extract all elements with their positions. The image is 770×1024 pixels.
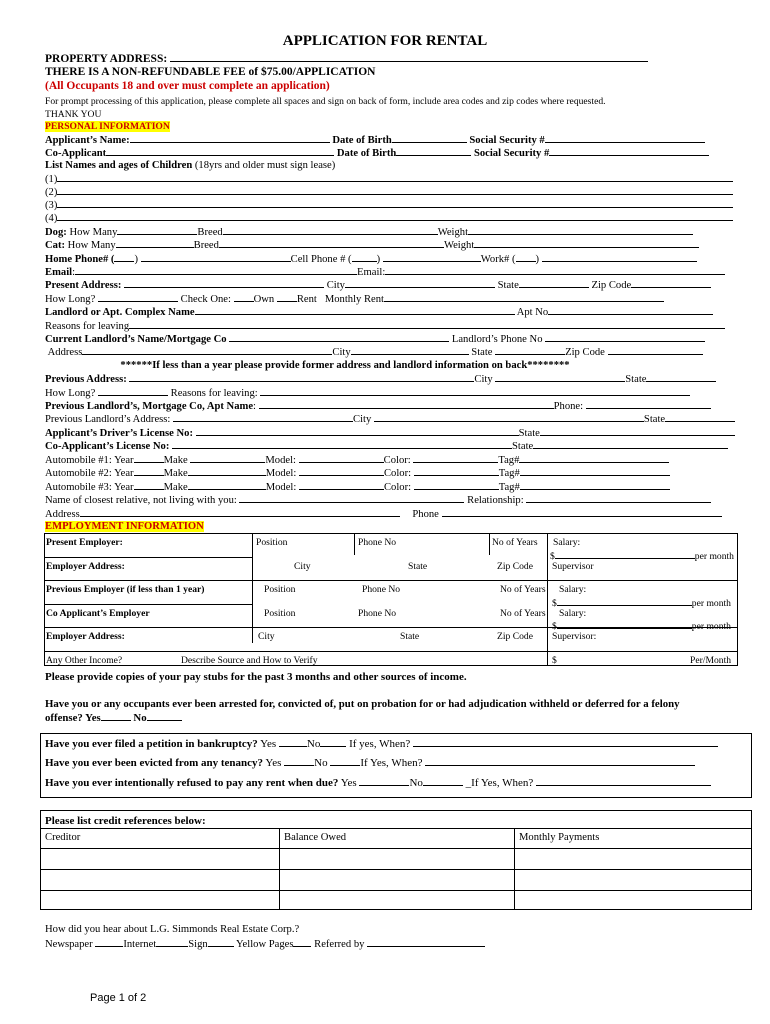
own-checkbox[interactable] — [234, 292, 254, 302]
cell-phone-field[interactable] — [383, 252, 481, 262]
how-long-row: How Long? Check One: Own Rent Monthly Rent — [45, 292, 735, 306]
auto-3-model-field[interactable] — [299, 480, 384, 490]
relationship-field[interactable] — [526, 493, 711, 503]
co-license-field[interactable] — [172, 439, 512, 449]
page-number: Page 1 of 2 — [90, 992, 147, 1004]
relative-address-field[interactable] — [80, 507, 400, 517]
child-3-field[interactable] — [57, 198, 733, 208]
child-row: (2) — [45, 185, 735, 199]
auto-2-make-field[interactable] — [188, 466, 266, 476]
state-label: State — [400, 631, 420, 642]
cat-weight-field[interactable] — [474, 238, 699, 248]
form-title: APPLICATION FOR RENTAL — [282, 33, 488, 49]
salary-field[interactable] — [555, 549, 695, 559]
state-label: State — [408, 561, 428, 572]
occupants-notice: (All Occupants 18 and over must complete an application) — [45, 80, 330, 92]
present-address-field[interactable] — [124, 278, 324, 288]
position-label: Position — [264, 584, 296, 595]
applicant-ssn-field[interactable] — [545, 133, 705, 143]
previous-address-field[interactable] — [129, 372, 474, 382]
co-applicant-employer-label: Co Applicant’s Employer — [46, 608, 150, 619]
work-phone-field[interactable] — [542, 252, 697, 262]
work-area-field[interactable] — [516, 252, 536, 262]
row-divider — [40, 848, 752, 849]
child-1-field[interactable] — [57, 172, 733, 182]
reasons-leaving-row: Reasons for leaving — [45, 319, 735, 333]
home-phone-field[interactable] — [141, 252, 291, 262]
dog-weight-field[interactable] — [468, 225, 693, 235]
other-income-label: Any Other Income? — [46, 655, 123, 666]
automobile-row: Automobile #1: Year Make Model: Color: Tag# — [45, 453, 735, 467]
co-salary-field[interactable] — [557, 619, 692, 629]
col-divider — [514, 828, 515, 910]
closest-relative-row: Name of closest relative, not living with you: Relationship: — [45, 493, 735, 507]
previous-city-field[interactable] — [495, 372, 625, 382]
phone-row: Home Phone# ( ) Cell Phone # ( ) Work# ( ) — [45, 252, 735, 266]
referral-options-row: Newspaper Internet Sign Yellow Pages Referred by — [45, 937, 735, 951]
referral-question: How did you hear about L.G. Simmonds Real Estate Corp.? — [45, 924, 300, 935]
felony-yes-field[interactable] — [101, 711, 131, 721]
supervisor-label: Supervisor: — [552, 631, 597, 642]
applicant-row: Applicant’s Name: Date of Birth Social Security # — [45, 133, 735, 147]
supervisor-label: Supervisor — [552, 561, 594, 572]
cat-count-field[interactable] — [116, 238, 194, 248]
child-row: (1) — [45, 172, 735, 186]
auto-2-model-field[interactable] — [299, 466, 384, 476]
previous-landlord-city-field[interactable] — [374, 412, 644, 422]
phone-no-label: Phone No — [358, 537, 397, 548]
monthly-rent-field[interactable] — [384, 292, 664, 302]
employer-address-label: Employer Address: — [46, 631, 125, 642]
col-divider — [354, 533, 355, 555]
per-month-label: Per/Month — [690, 655, 732, 666]
yellow-pages-field[interactable] — [293, 937, 311, 947]
zip-label: Zip Code — [497, 631, 533, 642]
felony-answer-row: offense? Yes No — [45, 711, 182, 725]
landlord-state-field[interactable] — [495, 345, 565, 355]
present-city-field[interactable] — [345, 278, 495, 288]
felony-question: Have you or any occupants ever been arrested for, convicted of, put on probation for or had adjudication withheld or deferred for a felony — [45, 698, 680, 710]
row-divider — [44, 651, 738, 652]
present-state-field[interactable] — [519, 278, 589, 288]
phone-no-label: Phone No — [358, 608, 397, 619]
previous-landlord-address-row: Previous Landlord’s Address: City State — [45, 412, 735, 426]
evicted-yes-field[interactable] — [284, 756, 314, 766]
position-label: Position — [264, 608, 296, 619]
salary-label: Salary: — [559, 584, 587, 595]
landlord-phone-field[interactable] — [545, 332, 705, 342]
phone-no-label: Phone No — [362, 584, 401, 595]
previous-landlord-state-field[interactable] — [665, 412, 735, 422]
employment-section-label: EMPLOYMENT INFORMATION — [45, 521, 204, 532]
no-of-years-label: No of Years — [492, 537, 538, 548]
creditor-header: Creditor — [45, 832, 81, 843]
internet-field[interactable] — [156, 937, 188, 947]
sign-field[interactable] — [208, 937, 234, 947]
drivers-license-state-field[interactable] — [540, 426, 735, 436]
previous-reasons-field[interactable] — [260, 386, 690, 396]
cat-breed-field[interactable] — [219, 238, 444, 248]
row-divider — [40, 828, 752, 829]
referred-by-field[interactable] — [367, 937, 485, 947]
previous-how-long-row: How Long? Reasons for leaving: — [45, 386, 735, 400]
previous-landlord-phone-field[interactable] — [586, 399, 711, 409]
child-4-field[interactable] — [57, 211, 733, 221]
auto-2-year-field[interactable] — [134, 466, 164, 476]
employer-address-label: Employer Address: — [46, 561, 125, 572]
co-applicant-row: Co-Applicant Date of Birth Social Security # — [45, 146, 735, 160]
co-license-state-field[interactable] — [533, 439, 728, 449]
previous-address-row: Previous Address: City State — [45, 372, 735, 386]
email-row: Email: Email: — [45, 265, 735, 279]
landlord-complex-field[interactable] — [195, 305, 515, 315]
current-landlord-field[interactable] — [229, 332, 449, 342]
drivers-license-field[interactable] — [196, 426, 519, 436]
bankruptcy-when-field[interactable] — [413, 737, 718, 747]
zip-label: Zip Code — [497, 561, 533, 572]
child-row: (4) — [45, 211, 735, 225]
row-divider — [44, 557, 252, 558]
newspaper-field[interactable] — [95, 937, 123, 947]
row-divider — [40, 869, 752, 870]
monthly-payments-header: Monthly Payments — [519, 832, 600, 843]
relative-phone-field[interactable] — [442, 507, 722, 517]
position-label: Position — [256, 537, 288, 548]
salary-amount: $ per month — [550, 551, 734, 562]
property-address-row: PROPERTY ADDRESS: — [45, 52, 735, 66]
auto-2-color-field[interactable] — [414, 466, 499, 476]
felony-no-field[interactable] — [147, 711, 182, 721]
dog-row: Dog: How Many Breed Weight — [45, 225, 735, 239]
auto-3-color-field[interactable] — [414, 480, 499, 490]
previous-how-long-field[interactable] — [98, 386, 168, 396]
applicant-name-field[interactable] — [130, 133, 330, 143]
city-label: City — [294, 561, 311, 572]
co-license-row: Co-Applicant’s License No: State — [45, 439, 735, 453]
no-of-years-label: No of Years — [500, 584, 546, 595]
row-divider — [44, 580, 738, 581]
co-applicant-ssn-field[interactable] — [549, 146, 709, 156]
child-2-field[interactable] — [57, 185, 733, 195]
co-applicant-name-field[interactable] — [106, 146, 334, 156]
previous-employer-label: Previous Employer (if less than 1 year) — [46, 584, 205, 595]
refused-rent-row: Have you ever intentionally refused to pay any rent when due? Yes No _If Yes, When? — [45, 776, 711, 790]
drivers-license-row: Applicant’s Driver’s License No: State — [45, 426, 735, 440]
auto-3-make-field[interactable] — [188, 480, 266, 490]
former-address-notice: ******If less than a year please provide former address and landlord information on back******** — [120, 360, 570, 371]
bankruptcy-yes-field[interactable] — [279, 737, 307, 747]
auto-1-year-field[interactable] — [134, 453, 164, 463]
thank-you: THANK YOU — [45, 109, 102, 120]
city-label: City — [258, 631, 275, 642]
landlord-zip-field[interactable] — [608, 345, 703, 355]
apt-no-field[interactable] — [548, 305, 713, 315]
previous-landlord-field[interactable] — [259, 399, 554, 409]
cat-row: Cat: How Many Breed Weight — [45, 238, 735, 252]
refused-yes-field[interactable] — [359, 776, 409, 786]
auto-3-year-field[interactable] — [134, 480, 164, 490]
row-divider — [40, 890, 752, 891]
property-address-field[interactable] — [170, 52, 648, 62]
automobile-row: Automobile #2: Year Make Model: Color: Tag# — [45, 466, 735, 480]
row-divider — [44, 604, 252, 605]
landlord-address-field[interactable] — [82, 345, 332, 355]
credit-references-label: Please list credit references below: — [45, 815, 206, 827]
closest-relative-field[interactable] — [239, 493, 464, 503]
evicted-row: Have you ever been evicted from any tenancy? Yes No If Yes, When? — [45, 756, 695, 770]
bankruptcy-row: Have you ever filed a petition in bankruptcy? Yes No If yes, When? — [45, 737, 718, 751]
previous-state-field[interactable] — [646, 372, 716, 382]
col-divider — [489, 533, 490, 555]
cell-area-field[interactable] — [352, 252, 377, 262]
present-employer-label: Present Employer: — [46, 537, 123, 548]
other-income-dollar: $ — [552, 655, 557, 666]
refused-no-field[interactable] — [423, 776, 463, 786]
auto-1-make-field[interactable] — [190, 453, 265, 463]
salary-label: Salary: — [559, 608, 587, 619]
landlord-address-row: Address City State Zip Code — [45, 345, 735, 359]
co-applicant-dob-field[interactable] — [396, 146, 471, 156]
auto-1-color-field[interactable] — [413, 453, 498, 463]
current-landlord-row: Current Landlord’s Name/Mortgage Co Landlord’s Phone No — [45, 332, 735, 346]
auto-3-tag-field[interactable] — [520, 480, 670, 490]
auto-2-tag-field[interactable] — [520, 466, 670, 476]
how-long-field[interactable] — [98, 292, 178, 302]
evicted-no-field[interactable] — [330, 756, 360, 766]
describe-source-label: Describe Source and How to Verify — [181, 655, 318, 666]
col-divider — [279, 828, 280, 910]
child-row: (3) — [45, 198, 735, 212]
previous-landlord-address-field[interactable] — [173, 412, 353, 422]
applicant-dob-field[interactable] — [392, 133, 467, 143]
pay-stubs-notice: Please provide copies of your pay stubs for the past 3 months and other sources of income. — [45, 671, 467, 683]
present-zip-field[interactable] — [631, 278, 711, 288]
no-of-years-label: No of Years — [500, 608, 546, 619]
bankruptcy-no-field[interactable] — [320, 737, 346, 747]
dog-breed-field[interactable] — [223, 225, 438, 235]
salary-amount: $ per month — [552, 598, 731, 609]
automobile-row: Automobile #3: Year Make Model: Color: Tag# — [45, 480, 735, 494]
previous-landlord-row: Previous Landlord’s, Mortgage Co, Apt Name: Phone: — [45, 399, 735, 413]
evicted-when-field[interactable] — [425, 756, 695, 766]
auto-1-tag-field[interactable] — [519, 453, 669, 463]
balance-owed-header: Balance Owed — [284, 832, 347, 843]
landlord-city-field[interactable] — [351, 345, 469, 355]
landlord-complex-row: Landlord or Apt. Complex Name Apt No — [45, 305, 735, 319]
instructions: For prompt processing of this application, please complete all spaces and sign on back of form, include area codes and zip codes where requested. — [45, 96, 606, 107]
refused-when-field[interactable] — [536, 776, 711, 786]
relative-address-row: Address Phone — [45, 507, 735, 521]
present-address-row: Present Address: City State Zip Code — [45, 278, 735, 292]
email-2-field[interactable] — [385, 265, 725, 275]
home-area-field[interactable] — [114, 252, 134, 262]
dog-count-field[interactable] — [117, 225, 197, 235]
previous-salary-field[interactable] — [557, 596, 692, 606]
salary-amount: $ per month — [552, 621, 731, 632]
auto-1-model-field[interactable] — [299, 453, 384, 463]
salary-label: Salary: — [553, 537, 581, 548]
reasons-leaving-field[interactable] — [129, 319, 725, 329]
rent-checkbox[interactable] — [277, 292, 297, 302]
children-label-row: List Names and ages of Children (18yrs and older must sign lease) — [45, 160, 336, 171]
personal-section-label: PERSONAL INFORMATION — [45, 121, 170, 132]
fee-notice: THERE IS A NON-REFUNDABLE FEE of $75.00/APPLICATION — [45, 66, 376, 78]
col-divider — [547, 533, 548, 666]
email-field[interactable] — [75, 265, 357, 275]
